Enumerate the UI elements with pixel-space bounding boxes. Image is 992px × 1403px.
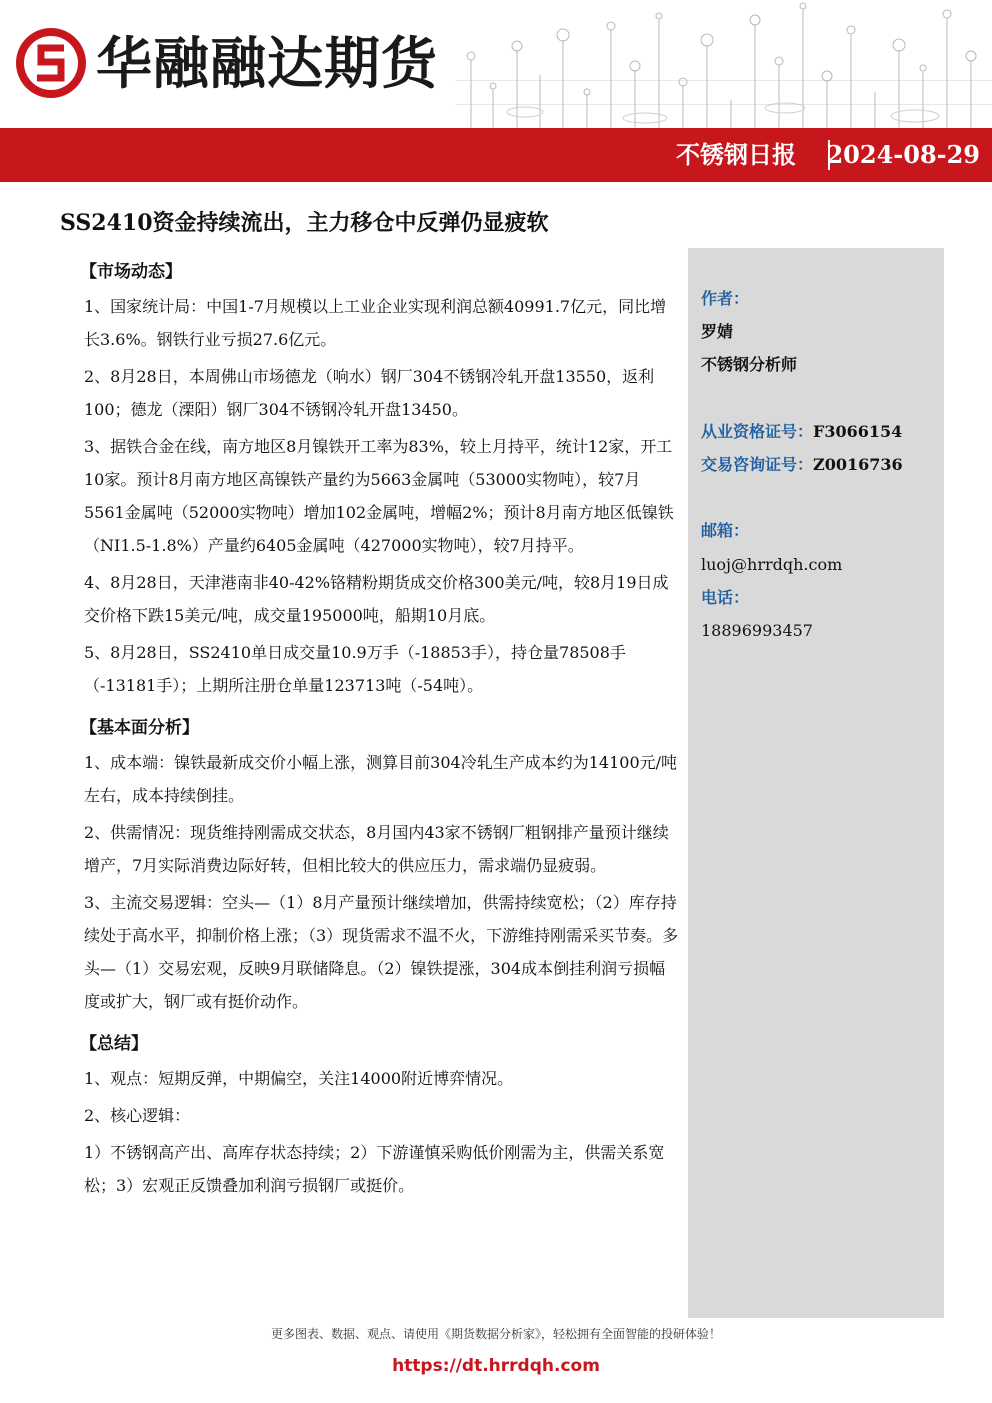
report-type: 不锈钢日报 xyxy=(676,140,796,169)
paragraph: 3、主流交易逻辑：空头—（1）8月产量预计继续增加，供需持续宽松；（2）库存持续处于高水平，抑制价格上涨；（3）现货需求不温不火，下游维持刚需采买节奏。多头—（1）交易宏观，反映9月联储降息。（2）镍铁提涨，304成本倒挂利润亏损幅度或扩大，钢厂或有挺价动作。 xyxy=(84,893,679,1011)
email-link[interactable]: luoj@hrrdqh.com xyxy=(701,555,843,574)
report-date: 2024-08-29 xyxy=(826,140,980,169)
section-heading: 【市场动态】 xyxy=(80,262,182,282)
author-label: 作者： xyxy=(701,289,750,308)
email-label: 邮箱： xyxy=(701,521,750,540)
company-logo-icon xyxy=(14,26,88,100)
paragraph: 1、观点：短期反弹，中期偏空，关注14000附近博弈情况。 xyxy=(84,1069,514,1088)
brand-name: 华融融达期货 xyxy=(96,32,438,97)
consult-number: Z0016736 xyxy=(813,455,903,474)
paragraph: 2、核心逻辑： xyxy=(84,1106,191,1125)
paragraph: 1、国家统计局：中国1-7月规模以上工业企业实现利润总额40991.7亿元，同比增长3.6%。钢铁行业亏损27.6亿元。 xyxy=(84,297,667,349)
main-content xyxy=(80,258,680,1202)
paragraph: 4、8月28日，天津港南非40-42%铬精粉期货成交价格300美元/吨，较8月19日成交价格下跌15美元/吨，成交量195000吨，船期10月底。 xyxy=(84,573,669,625)
decorative-lines-icon xyxy=(455,0,992,128)
license-number: F3066154 xyxy=(813,422,903,441)
phone-label: 电话： xyxy=(701,588,750,607)
report-title: SS2410资金持续流出，主力移仓中反弹仍显疲软 xyxy=(60,210,549,236)
section-heading: 【基本面分析】 xyxy=(80,718,199,738)
paragraph: 5、8月28日，SS2410单日成交量10.9万手（-18853手），持仓量78508手（-13181手）；上期所注册仓单量123713吨（-54吨）。 xyxy=(84,643,626,695)
report-header xyxy=(0,0,992,182)
paragraph: 1、成本端：镍铁最新成交价小幅上涨，测算目前304冷轧生产成本约为14100元/吨左右，成本持续倒挂。 xyxy=(84,753,678,805)
paragraph: 1）不锈钢高产出、高库存状态持续；2）下游谨慎采购低价刚需为主，供需关系宽松；3）宏观正反馈叠加利润亏损钢厂或挺价。 xyxy=(84,1143,665,1195)
paragraph: 2、8月28日，本周佛山市场德龙（响水）钢厂304不锈钢冷轧开盘13550，返利100；德龙（溧阳）钢厂304不锈钢冷轧开盘13450。 xyxy=(84,367,655,419)
footer-note: 更多图表、数据、观点、请使用《期货数据分析家》，轻松拥有全面智能的投研体验！ xyxy=(270,1327,721,1341)
consult-row xyxy=(701,452,903,478)
author-title: 不锈钢分析师 xyxy=(701,355,798,374)
paragraph: 2、供需情况：现货维持刚需成交状态，8月国内43家不锈钢厂粗钢排产量预计继续增产，7月实际消费边际好转，但相比较大的供应压力，需求端仍显疲弱。 xyxy=(84,823,669,875)
consult-label: 交易咨询证号： xyxy=(701,455,814,474)
author-sidebar xyxy=(688,248,944,1318)
license-row xyxy=(701,419,902,445)
phone-number: 18896993457 xyxy=(701,621,813,640)
footer-link[interactable]: https://dt.hrrdqh.com xyxy=(392,1356,600,1376)
license-label: 从业资格证号： xyxy=(701,422,814,441)
section-heading: 【总结】 xyxy=(80,1034,148,1054)
paragraph: 3、据铁合金在线，南方地区8月镍铁开工率为83%，较上月持平，统计12家，开工10家。预计8月南方地区高镍铁产量约为5663金属吨（53000实物吨），较7月5561金属吨（52000实物吨）增加102金属吨，增幅2%；预计8月南方地区低镍铁（NI1.5-1.8%）产量约6405金属吨（427000实物吨），较7月持平。 xyxy=(84,437,674,555)
author-name: 罗婧 xyxy=(701,322,734,341)
